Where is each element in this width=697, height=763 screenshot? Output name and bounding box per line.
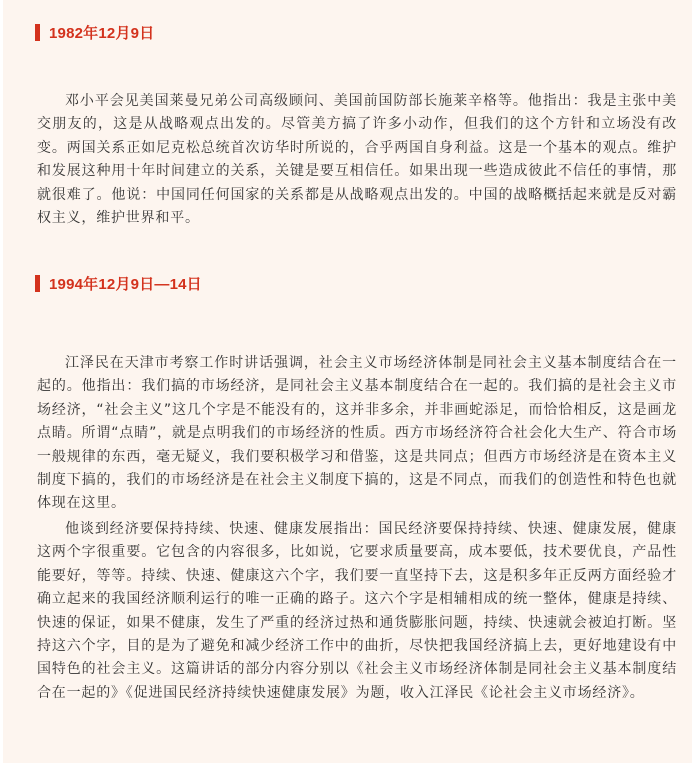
section-marker-bar <box>35 24 40 41</box>
paragraph-1982: 邓小平会见美国莱曼兄弟公司高级顾问、美国前国防部长施莱辛格等。他指出：我是主张中美交朋友的，这是从战略观点出发的。尽管美方搞了许多小动作，但我们的这个方针和立场没有改变。两国关系正如尼克松总统首次访华时所说的，合乎两国自身利益。这是一个基本的观点。维护和发展这种用十年时间建立的关系，关键是要互相信任。如果出现一些造成彼此不信任的事情，那就很难了。他说：中国同任何国家的关系都是从战略观点出发的。中国的战略概括起来就是反对霸权主义，维护世界和平。 <box>37 93 677 227</box>
article-page <box>3 0 692 763</box>
section-header-1982 <box>3 21 154 43</box>
section-marker-bar <box>35 275 40 292</box>
paragraph-1994-sustained-growth: 他谈到经济要保持持续、快速、健康发展指出：国民经济要保持持续、快速、健康发展，健康这两个字很重要。它包含的内容很多，比如说，它要求质量要高，成本要低，技术要优良，产品性能要好，等等。持续、快速、健康这六个字，我们要一直坚持下去，这是积多年正反两方面经验才确立起来的我国经济顺利运行的唯一正确的路子。这六个字是相辅相成的统一整体，健康是持续、快速的保证，如果不健康，发生了严重的经济过热和通货膨胀问题，持续、快速就会被迫打断。坚持这六个字，目的是为了避免和减少经济工作中的曲折，尽快把我国经济搞上去，更好地建设有中国特色的社会主义。这篇讲话的部分内容分别以《社会主义市场经济体制是同社会主义基本制度结合在一起的》《促进国民经济持续快速健康发展》为题，收入江泽民《论社会主义市场经济》。 <box>37 521 677 701</box>
section-date: 1982年12月9日 <box>49 24 155 42</box>
section-header-1994 <box>3 272 202 294</box>
section-date: 1994年12月9日—14日 <box>49 275 202 293</box>
paragraph-1994-market-economy: 江泽民在天津市考察工作时讲话强调，社会主义市场经济体制是同社会主义基本制度结合在一起的。他指出：我们搞的市场经济，是同社会主义基本制度结合在一起的。我们搞的是社会主义市场经济，“社会主义”这几个字是不能没有的，这并非多余，并非画蛇添足，而恰恰相反，这是画龙点睛。所谓“点睛”，就是点明我们的市场经济的性质。西方市场经济符合社会化大生产、符合市场一般规律的东西，毫无疑义，我们要积极学习和借鉴，这是共同点；但西方市场经济是在资本主义制度下搞的，我们的市场经济是在社会主义制度下搞的，这是不同点，而我们的创造性和特色也就体现在这里。 <box>37 355 677 512</box>
